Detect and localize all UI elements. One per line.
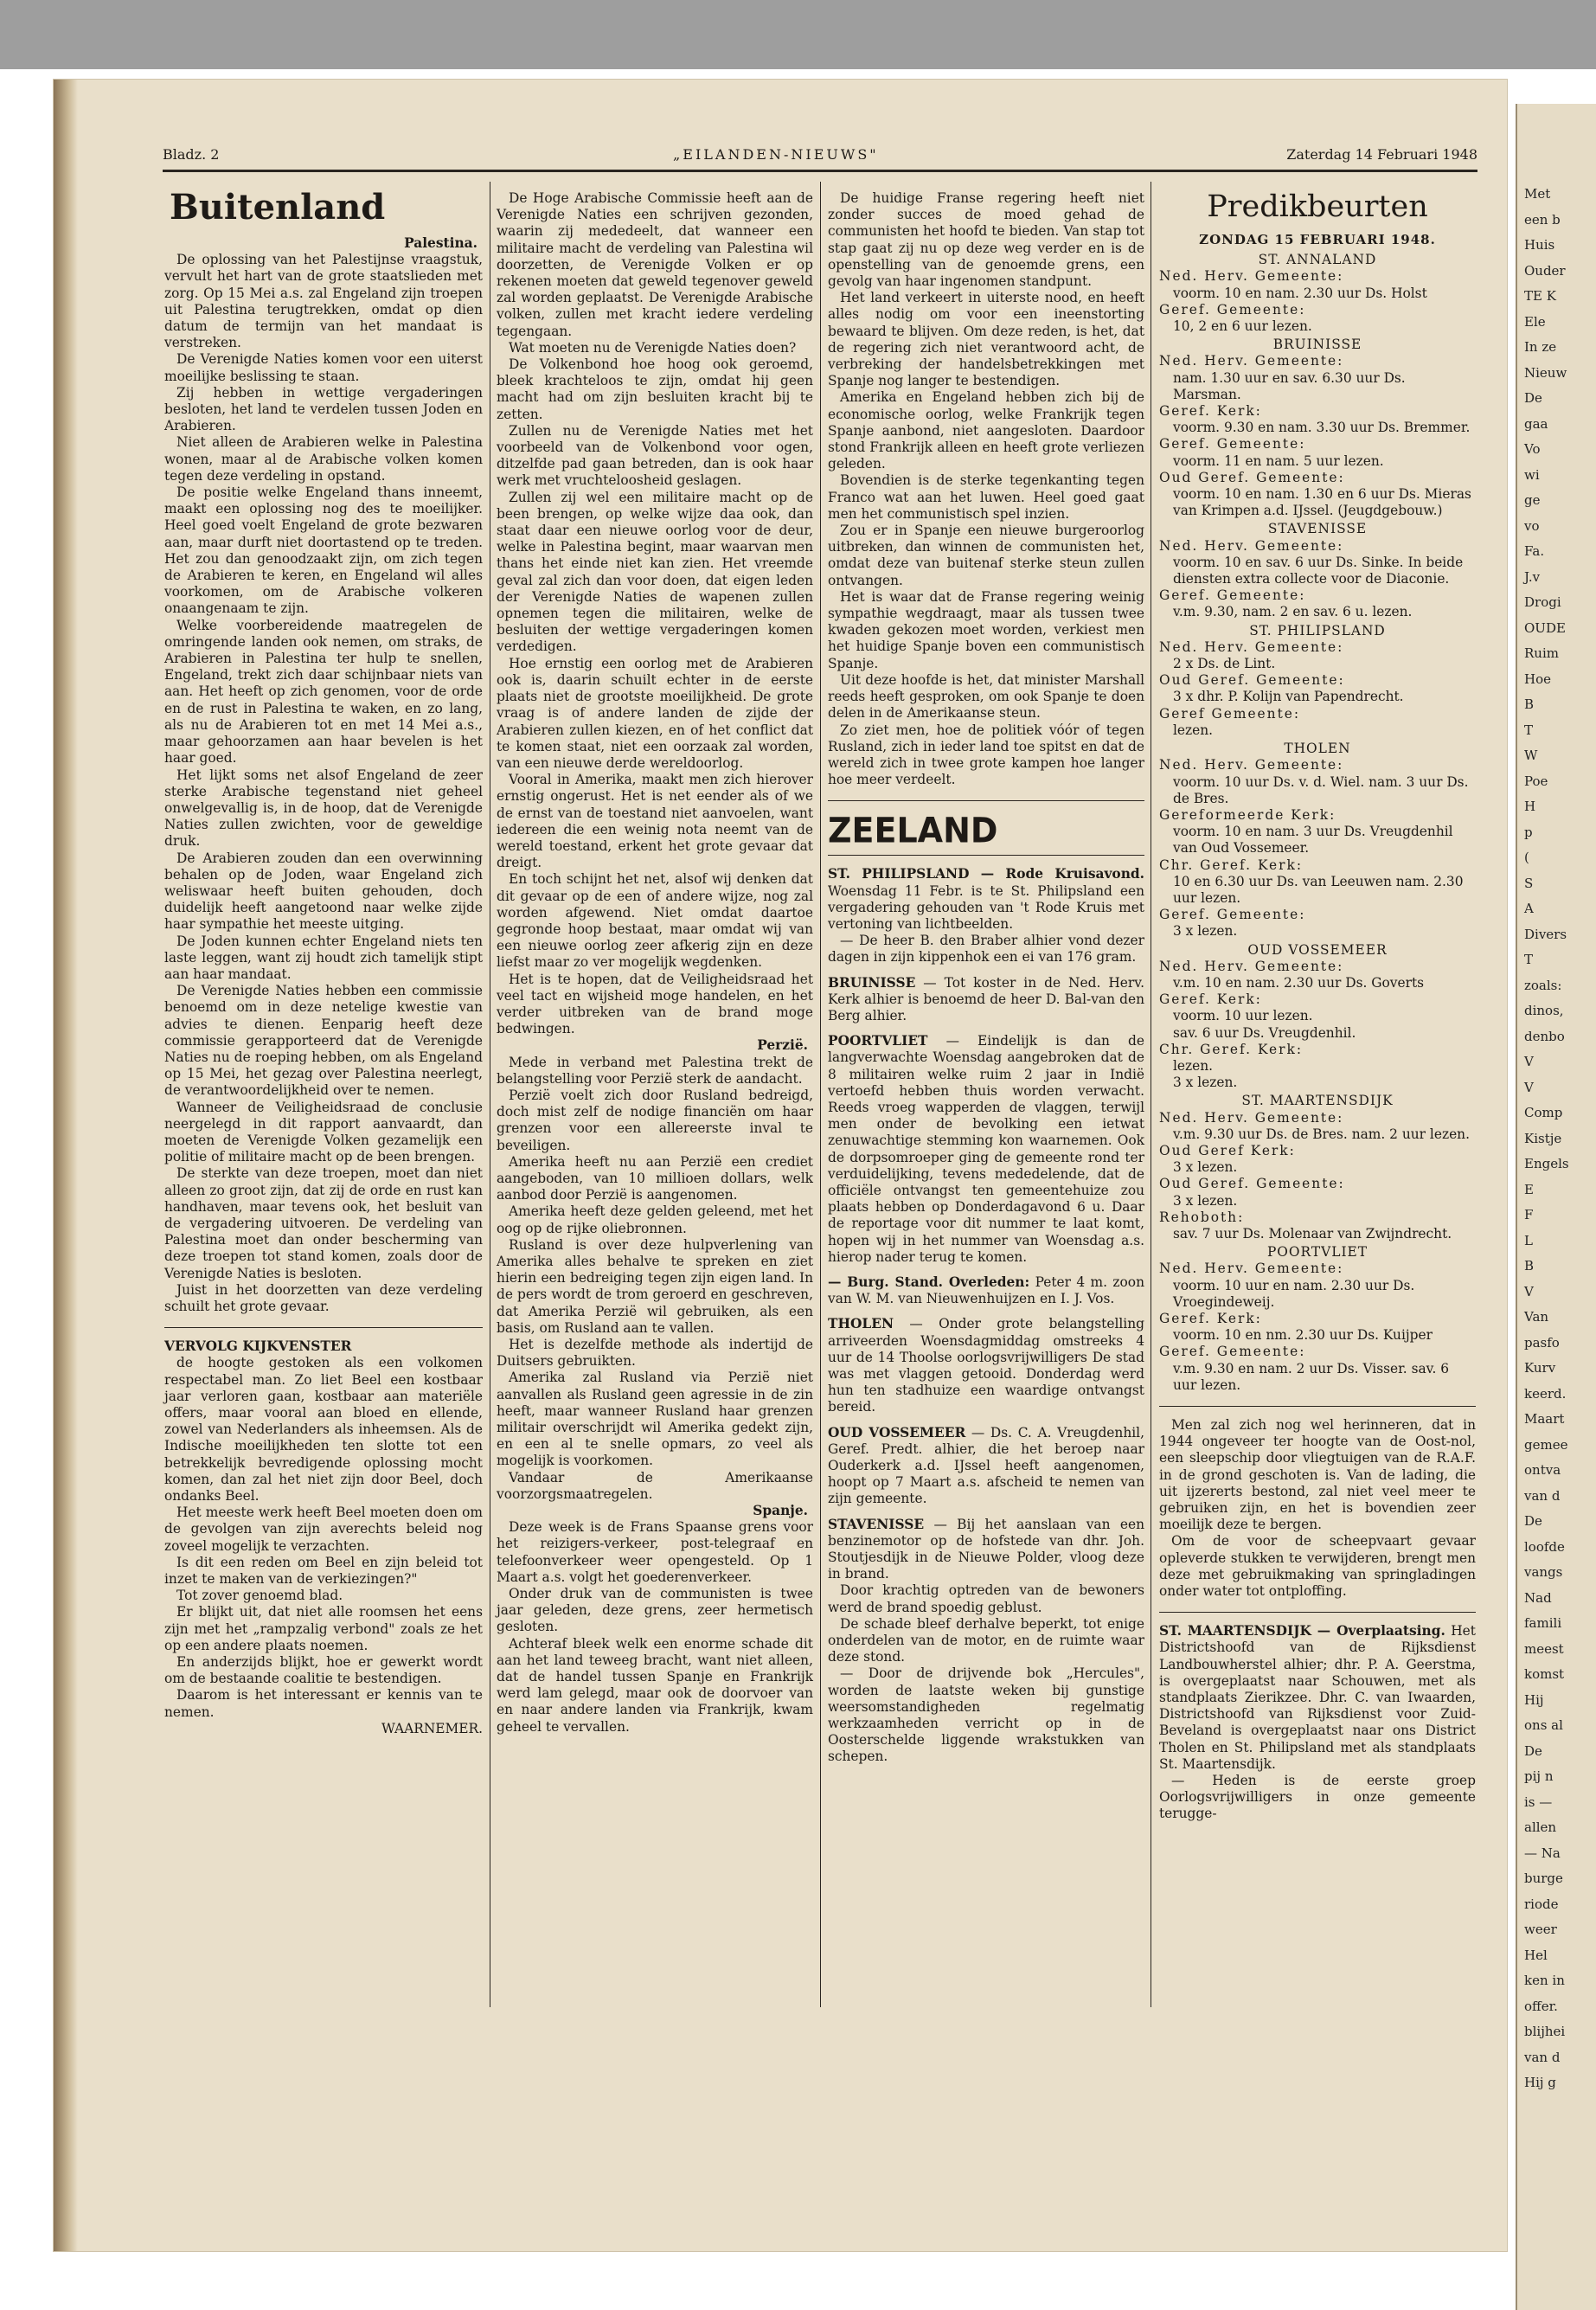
adjacent-text-fragment: Poe — [1524, 773, 1548, 789]
adjacent-text-fragment: zoals: — [1524, 977, 1562, 993]
adjacent-text-fragment: van d — [1524, 1487, 1561, 1504]
adjacent-text-fragment: ontva — [1524, 1462, 1561, 1478]
adjacent-text-fragment: is — — [1524, 1793, 1553, 1810]
adjacent-text-fragment: W — [1524, 748, 1538, 763]
news-dateline: POORTVLIET — [828, 1033, 928, 1049]
congregation-name: Ned. Herv. Gemeente: — [1159, 1109, 1344, 1126]
adjacent-text-fragment: Drogi — [1524, 594, 1561, 610]
congregation-name: Ned. Herv. Gemeente: — [1159, 638, 1344, 655]
paragraph: De sterkte van deze troepen, moet dan niet alleen zo groot zijn, dat zij de orde en rust kan handhaven, maar tevens ook, het besluit van de vergadering uitvoeren. De verdeling van Palestina moet dan onder bescherming van deze troepen tot stand komen, zoals door de Verenigde Naties is besloten. — [164, 1165, 483, 1281]
paragraph: Is dit een reden om Beel en zijn beleid tot inzet te maken van de verkiezingen?" — [164, 1554, 483, 1588]
paragraph: Mede in verband met Palestina trekt de belangstelling voor Perzië sterk de aandacht. — [497, 1054, 813, 1087]
church-services — [1159, 252, 1476, 1394]
adjacent-text-fragment: blijhei — [1524, 2024, 1566, 2039]
adjacent-text-fragment: V — [1524, 1283, 1534, 1299]
paragraph: Het land verkeert in uiterste nood, en heeft alles nodig om voor een ineenstorting bewaard te blijven. Om deze reden, is het, dat de regering zich niet verantwoord acht, de verbreking der handelsbetrekkingen met Spanje nog langer te bestendigen. — [828, 290, 1144, 389]
church-place: ST. MAARTENSDIJK — [1241, 1093, 1394, 1109]
service-date: ZONDAG 15 FEBRUARI 1948. — [1199, 232, 1436, 247]
service-times: voorm. 10 en nam. 1.30 en 6 uur Ds. Mieras van Krimpen a.d. IJssel. (Jeugdgebouw.) — [1173, 486, 1471, 519]
news-items — [828, 866, 1144, 1765]
adjacent-text-fragment: — Na — [1524, 1845, 1561, 1861]
paragraph: De Verenigde Naties hebben een commissie benoemd om in deze netelige kwestie van advies te dienen. Eenparig heeft deze commissie gerapporteerd dat de Verenigde Naties nu de roeping hebben, om als Engeland op 15 Mei, het gezag over Palestina neerlegt, de verantwoordelijkheid over te nemen. — [164, 983, 483, 1099]
paragraph: Wanneer de Veiligheidsraad de conclusie neergelegd in dit rapport aanvaardt, dan moeten de Verenigde Volken gezamelijk een politie of militaire macht op de been brengen. — [164, 1099, 483, 1165]
service-times: voorm. 10 uur lezen. — [1173, 1008, 1313, 1024]
service-times: lezen. — [1173, 1057, 1214, 1074]
section-rule — [164, 1327, 483, 1328]
church-place: BRUINISSE — [1272, 337, 1362, 353]
adjacent-text-fragment: Ruim — [1524, 645, 1559, 661]
column-2 — [497, 190, 813, 1736]
adjacent-text-fragment: gemee — [1524, 1436, 1568, 1453]
section-heading: Buitenland — [170, 187, 386, 228]
service-times: v.m. 9.30 uur Ds. de Bres. nam. 2 uur lezen. — [1173, 1126, 1470, 1142]
paragraph: Zullen nu de Verenigde Naties met het voorbeeld van de Volkenbond voor ogen, ditzelfde pad gaan betreden, dan is ook haar werk met vruchteloosheid geslagen. — [497, 422, 813, 489]
adjacent-text-fragment: vangs — [1524, 1564, 1563, 1580]
paragraph: Zij hebben in wettige vergaderingen besloten, het land te verdelen tussen Joden en Arabieren. — [164, 384, 483, 434]
adjacent-text-fragment: wi — [1524, 466, 1540, 483]
adjacent-text-fragment: B — [1524, 696, 1535, 712]
congregation-name: Geref. Kerk: — [1159, 991, 1262, 1008]
church-place: ST. ANNALAND — [1258, 252, 1377, 268]
paragraph: De huidige Franse regering heeft niet zonder succes de moed gehad de communisten het hoofd te bieden. Van stap tot stap gaat zij nu op deze weg verder en is de openstelling van de genoemde grens, een gevolg van haar ingenomen standpunt. — [828, 190, 1144, 290]
news-text: — Ds. C. A. Vreugdenhil, Geref. Predt. alhier, die het beroep naar Ouderkerk a.d. IJssel heeft aangenomen, hoopt op 7 Maart a.s. afscheid te nemen van zijn gemeente. — [828, 1424, 1144, 1507]
church-place: THOLEN — [1284, 741, 1351, 757]
service-times: voorm. 10 uur Ds. v. d. Wiel. nam. 3 uur Ds. de Bres. — [1173, 773, 1469, 806]
news-dateline: STAVENISSE — [828, 1516, 925, 1532]
adjacent-text-fragment: weer — [1524, 1922, 1557, 1937]
paragraph: Het is te hopen, dat de Veiligheidsraad het veel tact en wijsheid moge handelen, en het verder uitbreken van de brand moge bedwingen. — [497, 971, 813, 1037]
congregation-name: Geref Gemeente: — [1159, 705, 1301, 722]
adjacent-text-fragment: pij n — [1524, 1768, 1554, 1784]
adjacent-text-fragment: famili — [1524, 1615, 1562, 1631]
congregation-name: Geref. Gemeente: — [1159, 587, 1306, 604]
adjacent-text-fragment: A — [1524, 901, 1534, 916]
scan-border — [0, 0, 1596, 69]
adjacent-text-fragment: offer. — [1524, 1998, 1558, 2014]
adjacent-text-fragment: Hij g — [1524, 2075, 1556, 2090]
congregation-name: Geref. Gemeente: — [1159, 1344, 1306, 1360]
congregation-name: Geref. Kerk: — [1159, 403, 1262, 420]
service-times: 3 x dhr. P. Kolijn van Papendrecht. — [1173, 689, 1404, 705]
adjacent-text-fragment: denbo — [1524, 1028, 1565, 1044]
adjacent-text-fragment: meest — [1524, 1640, 1564, 1657]
adjacent-text-fragment: TE K — [1524, 288, 1556, 304]
paragraph: Amerika heeft deze gelden geleend, met het oog op de rijke oliebronnen. — [497, 1203, 813, 1236]
adjacent-text-fragment: E — [1524, 1181, 1534, 1197]
news-item — [828, 1517, 1144, 1583]
paragraph: Het is dezelfde methode als indertijd de Duitsers gebruikten. — [497, 1337, 813, 1370]
congregation-name: Geref. Gemeente: — [1159, 436, 1306, 452]
service-times: sav. 6 uur Ds. Vreugdenhil. — [1173, 1024, 1356, 1041]
adjacent-text-fragment: Hel — [1524, 1947, 1548, 1963]
paragraph: En anderzijds blijkt, hoe er gewerkt wordt om de bestaande coalitie te bestendigen. — [164, 1654, 483, 1687]
adjacent-text-fragment: een b — [1524, 211, 1561, 228]
news-item — [828, 1582, 1144, 1615]
adjacent-text-fragment: riode — [1524, 1896, 1559, 1912]
congregation-name: Geref. Kerk: — [1159, 1311, 1262, 1326]
adjacent-text-fragment: Van — [1524, 1309, 1549, 1325]
service-times: 3 x lezen. — [1173, 1192, 1238, 1209]
congregation-name: Gereformeerde Kerk: — [1159, 806, 1336, 823]
news-item — [828, 1316, 1144, 1415]
adjacent-text-fragment: vo — [1524, 517, 1540, 534]
paragraph: Men zal zich nog wel herinneren, dat in 1944 ongeveer ter hoogte van de Oost-nol, een sleepschip door vliegtuigen van de R.A.F. in de grond geschoten is. Van de lading, die uit ijzererts bestond, zal niet veel meer te gebruiken zijn, en het is bovendien zeer moeilijk deze te bergen. — [1159, 1417, 1476, 1533]
service-times: voorm. 11 en nam. 5 uur lezen. — [1173, 452, 1384, 469]
column-predikbeurten — [1159, 189, 1476, 1823]
service-times: lezen. — [1173, 722, 1214, 738]
paragraph: De Joden kunnen echter Engeland niets ten laste leggen, want zij houdt zich tamelijk stipt aan haar mandaat. — [164, 933, 483, 982]
adjacent-text-fragment: Hoe — [1524, 671, 1551, 687]
service-times: nam. 1.30 uur en sav. 6.30 uur Ds. Marsman. — [1173, 369, 1406, 402]
adjacent-text-fragment: Vo — [1524, 441, 1541, 457]
section-rule — [1159, 1406, 1476, 1407]
subheading: Spanje. — [753, 1503, 808, 1519]
paragraph: Het is waar dat de Franse regering weinig sympathie wegdraagt, maar als tussen twee kwaden gekozen moet worden, verkiest men het huidige Spanje boven een communistisch Spanje. — [828, 588, 1144, 671]
paragraph: De Hoge Arabische Commissie heeft aan de Verenigde Naties een schrijven gezonden, waarin zij mededeelt, dat wanneer een militaire macht de verdeling van Palestina wil doorzetten, de Verenigde Volken er op rekenen moeten dat geweld tegenover geweld zal worden geplaatst. De Verenigde Arabische volken, zullen met kracht iedere verdeling tegengaan. — [497, 190, 813, 339]
adjacent-text-fragment: dinos, — [1524, 1003, 1564, 1018]
news-item: ST. MAARTENSDIJK — Overplaatsing. Het Districtshoofd van de Rijksdienst Landbouwherstel alhier; dhr. P. A. Geerstma, is overgeplaatst naar Schouwen, met als standplaats Zierikzee. Dhr. C. van Iwaarden, Districtshoofd van Rijksdienst voor Zuid-Beveland is overgeplaatst naar ons District Tholen en St. Philipsland met als standplaats St. Maartensdijk. — [1159, 1623, 1476, 1772]
paragraph: Bovendien is de sterke tegenkanting tegen Franco wat aan het luwen. Heel goed gaat men het communistisch spel inzien. — [828, 472, 1144, 522]
section-heading: Predikbeurten — [1207, 189, 1428, 224]
news-dateline: ST. PHILIPSLAND — Rode Kruisavond. — [828, 866, 1144, 882]
congregation-name: Ned. Herv. Gemeente: — [1159, 353, 1344, 369]
column-3 — [828, 190, 1144, 1766]
paragraph: Het lijkt soms net alsof Engeland de zeer sterke Arabische tegenstand niet geheel onwelgevallig is, in de hoop, dat de Verenigde Naties zullen zwichten, voor de geweldige druk. — [164, 767, 483, 850]
adjacent-text-fragment: Ele — [1524, 313, 1546, 330]
adjacent-text-fragment: Nieuw — [1524, 364, 1567, 381]
adjacent-text-fragment: J.v — [1524, 568, 1541, 585]
adjacent-text-fragment: komst — [1524, 1666, 1565, 1682]
service-times: 3 x lezen. — [1173, 1159, 1238, 1176]
section-rule — [828, 855, 1144, 856]
adjacent-text-fragment: Ouder — [1524, 262, 1566, 279]
congregation-name: Chr. Geref. Kerk: — [1159, 857, 1303, 873]
paragraph: En toch schijnt het net, alsof wij denken dat dit gevaar op de een of andere wijze, nog zal worden afgewend. Niet omdat daartoe gegronde hoop bestaat, maar omdat wij van een nieuwe oorlog zeer afkerig zijn en deze liefst maar zo ver mogelijk wegdenken. — [497, 871, 813, 971]
congregation-name: Chr. Geref. Kerk: — [1159, 1041, 1303, 1057]
news-dateline: BRUINISSE — [828, 974, 916, 991]
news-text: Door krachtig optreden van de bewoners werd de brand spoedig geblust. — [828, 1582, 1144, 1615]
paragraph: De positie welke Engeland thans inneemt, maakt een oplossing nog des te moeilijker. Heel goed voelt Engeland de grote bezwaren aan, maar durft niet doortastend op te treden. Het zou dan genoodzaakt zijn, om zich tegen de Arabieren te keren, en Engeland wil alles voorkomen, om de Arabische volkeren onaangenaam te zijn. — [164, 484, 483, 617]
adjacent-text-fragment: Kurv — [1524, 1360, 1556, 1376]
congregation-name: Rehoboth: — [1159, 1209, 1245, 1225]
column-buitenland — [164, 185, 483, 1737]
congregation-name: Oud Geref Kerk: — [1159, 1142, 1296, 1158]
signature: WAARNEMER. — [381, 1720, 483, 1736]
paragraph: Juist in het doorzetten van deze verdeling schuilt het grote gevaar. — [164, 1281, 483, 1314]
paragraph: Het meeste werk heeft Beel moeten doen om de gevolgen van zijn averechts beleid nog zoveel mogelijk te verzachten. — [164, 1505, 483, 1554]
paragraph: Zou er in Spanje een nieuwe burgeroorlog uitbreken, dan winnen de communisten het, omdat deze van buitenaf sterke steun zullen ontvangen. — [828, 523, 1144, 588]
page-number: Bladz. 2 — [163, 146, 220, 163]
news-text: — Bij het aanslaan van een benzinemotor op de hofstede van dhr. Joh. Stoutjesdijk in de Nieuwe Polder, vloog deze in brand. — [828, 1516, 1144, 1582]
news-text: — Tot koster in de Ned. Herv. Kerk alhier is benoemd de heer D. Bal-van den Berg alhier. — [828, 974, 1144, 1023]
page-header — [163, 141, 1477, 165]
paragraph: Vandaar de Amerikaanse voorzorgsmaatregelen. — [497, 1469, 813, 1502]
section-rule — [1159, 1612, 1476, 1613]
paragraph: Vooral in Amerika, maakt men zich hierover ernstig ongerust. Het is net eender als of we de ernst van de toestand niet aanvoelen, want iedereen die een weinig nota neemt van de wereld toestand, erkent het grote gevaar dat dreigt. — [497, 772, 813, 871]
adjacent-text-fragment: Huis — [1524, 237, 1555, 253]
adjacent-text-fragment: L — [1524, 1232, 1533, 1248]
adjacent-text-fragment: V — [1524, 1079, 1534, 1095]
service-times: 3 x lezen. — [1173, 1075, 1238, 1091]
adjacent-text-fragment: De — [1524, 1742, 1542, 1759]
article-body — [497, 190, 813, 1037]
service-times: voorm. 10 en nam. 3 uur Ds. Vreugdenhil van Oud Vossemeer. — [1173, 824, 1453, 857]
adjacent-text-fragment: Fa. — [1524, 543, 1545, 559]
article-body — [1159, 1417, 1476, 1600]
paragraph: De oplossing van het Palestijnse vraagstuk, vervult het hart van de grote staatslieden met zorg. Op 15 Mei a.s. zal Engeland zijn troepen uit Palestina terugtrekken, omdat op dien datum de termijn van het mandaat is verstreken. — [164, 252, 483, 351]
column-divider — [820, 182, 821, 2007]
paragraph: Daarom is het interessant er kennis van te nemen. — [164, 1687, 483, 1720]
adjacent-text-fragment: Maart — [1524, 1411, 1565, 1427]
paragraph: Tot zover genoemd blad. — [176, 1588, 343, 1604]
article-body — [164, 1355, 483, 1720]
service-times: voorm. 9.30 en nam. 3.30 uur Ds. Bremmer. — [1173, 420, 1471, 436]
church-place: ST. PHILIPSLAND — [1249, 622, 1386, 638]
service-times: voorm. 10 en nm. 2.30 uur Ds. Kuijper — [1173, 1327, 1433, 1344]
adjacent-text-fragment: Hij — [1524, 1691, 1544, 1708]
paragraph: De Verenigde Naties komen voor een uiterst moeilijke beslissing te staan. — [164, 351, 483, 384]
service-times: 3 x lezen. — [1173, 923, 1238, 940]
paragraph: Zo ziet men, hoe de politiek vóór of tegen Rusland, zich in ieder land toe spitst en dat de wereld zich in twee grote kampen hoe langer hoe meer verdeelt. — [828, 722, 1144, 788]
paragraph: Amerika zal Rusland via Perzië niet aanvallen als Rusland geen agressie in de zin heeft, maar wanneer Rusland haar grenzen militair overschrijdt wil Amerika gedekt zijn, en een al te snelle opmars, zo veel als mogelijk is voorkomen. — [497, 1370, 813, 1469]
church-place: OUD VOSSEMEER — [1247, 941, 1388, 958]
congregation-name: Geref. Gemeente: — [1159, 301, 1306, 318]
adjacent-text-fragment: De — [1524, 390, 1542, 406]
news-text: Peter 4 m. zoon van W. M. van Nieuwenhuijzen en I. J. Vos. — [828, 1274, 1144, 1307]
service-times: v.m. 10 en nam. 2.30 uur Ds. Goverts — [1173, 974, 1425, 991]
adjacent-text-fragment: keerd. — [1524, 1385, 1567, 1402]
adjacent-text-fragment: OUDE — [1524, 619, 1566, 636]
adjacent-text-fragment: Kistje — [1524, 1130, 1562, 1146]
adjacent-text-fragment: B — [1524, 1258, 1535, 1274]
adjacent-text-fragment: ( — [1524, 850, 1529, 865]
service-times: voorm. 10 uur en nam. 2.30 uur Ds. Vroegindeweij. — [1173, 1277, 1415, 1310]
adjacent-text-fragment: T — [1524, 952, 1534, 967]
news-text: — Eindelijk is dan de langverwachte Woensdag aangebroken dat de 8 militairen welke ruim 2 jaar in Indië vertoefd hebben thuis worden verwacht. Reeds vroeg wapperden de vlaggen, terwijl men onder de bevolking een ietwat zenuwachtige stemming kon waarnemen. Ook de dorpsomroeper ging de gemeente rond ter verduidelijking, tevens mededelende, dat de officiële ontvangst ten gemeentehuize zou plaats hebben op Donderdagavond 6 u. Daar de reportage voor dit nummer te laat komt, hopen wij in het nummer van Woensdag a.s. hierop nader terug te komen. — [828, 1033, 1144, 1265]
article-body — [497, 1519, 813, 1736]
binding-spine — [54, 80, 78, 2251]
adjacent-text-fragment: Divers — [1524, 926, 1567, 942]
news-dateline: THOLEN — [828, 1316, 894, 1332]
congregation-name: Ned. Herv. Gemeente: — [1159, 757, 1344, 773]
service-times: 10, 2 en 6 uur lezen. — [1173, 318, 1312, 335]
header-rule — [163, 170, 1477, 172]
news-text: — Door de drijvende bok „Hercules", worden de laatste weken bij gunstige weersomstandigheden regelmatig werkzaamheden verricht op in de Oosterschelde liggende wrakstukken van schepen. — [828, 1665, 1144, 1765]
adjacent-text-fragment: ge — [1524, 492, 1541, 508]
paragraph: Om de voor de scheepvaart gevaar opleverde stukken te verwijderen, brengt men deze met gebruikmaking van springladingen onder water tot ontploffing. — [1159, 1533, 1476, 1600]
congregation-name: Geref. Gemeente: — [1159, 907, 1306, 923]
congregation-name: Ned. Herv. Gemeente: — [1159, 1261, 1344, 1277]
adjacent-text-fragment: In ze — [1524, 339, 1557, 355]
service-times: v.m. 9.30, nam. 2 en sav. 6 u. lezen. — [1173, 604, 1413, 620]
paragraph: Perzië voelt zich door Rusland bedreigd, doch mist zelf de nodige financiën om haar grenzen voor een allereerste inval te beveiligen. — [497, 1087, 813, 1153]
adjacent-text-fragment: Met — [1524, 186, 1551, 202]
adjacent-text-fragment: Comp — [1524, 1105, 1563, 1120]
paragraph: Wat moeten nu de Verenigde Naties doen? — [509, 339, 797, 356]
adjacent-text-fragment: Engels — [1524, 1156, 1569, 1171]
adjacent-text-fragment: S — [1524, 875, 1534, 891]
paragraph: de hoogte gestoken als een volkomen respectabel man. Zo liet Beel een kostbaar jaar verloren gaan, kostbaar aan materiële offers, maar vooral aan bloed en ellende, zowel van Nederlanders als inheemsen. Als de Indische moeilijkheden ten slotte tot een betrekkelijk bevredigende oplossing mocht komen, dan zal het niet zijn door Beel, doch ondanks Beel. — [164, 1355, 483, 1505]
news-item — [828, 1425, 1144, 1508]
paragraph: Onder druk van de communisten is twee jaar geleden, deze grens, zeer hermetisch gesloten. — [497, 1586, 813, 1635]
congregation-name: Oud Geref. Gemeente: — [1159, 1176, 1345, 1192]
congregation-name: Ned. Herv. Gemeente: — [1159, 537, 1344, 554]
adjacent-text-fragment: burge — [1524, 1870, 1563, 1886]
news-dateline: — Burg. Stand. Overleden: — [828, 1274, 1030, 1290]
news-item — [828, 866, 1144, 933]
section-rule — [828, 800, 1144, 801]
adjacent-text-fragment: pasfo — [1524, 1334, 1560, 1351]
service-times: sav. 7 uur Ds. Molenaar van Zwijndrecht. — [1173, 1225, 1452, 1242]
paragraph: Deze week is de Frans Spaanse grens voor het reizigers-verkeer, post-telegraaf en telefoonverkeer weer opengesteld. Op 1 Maart a.s. volgt het goederenverkeer. — [497, 1519, 813, 1585]
church-place: POORTVLIET — [1266, 1244, 1368, 1261]
paragraph: Amerika en Engeland hebben zich bij de economische oorlog, welke Frankrijk tegen Spanje aanbond, niet aangesloten. Daardoor stond Frankrijk alleen en heeft grote verliezen geleden. — [828, 389, 1144, 472]
paragraph: Welke voorbereidende maatregelen de omringende landen ook nemen, om straks, de Arabieren in Palestina ter hulp te snellen, Engeland, trekt zich daar schijnbaar niets van aan. Het heeft op zich genomen, voor de orde en de rust in Palestina te waken, en zo lang, als nu de Arabieren tot en met 14 Mei a.s., maar gehoorzamen aan haar bevelen is het haar goed. — [164, 617, 483, 767]
congregation-name: Oud Geref. Gemeente: — [1159, 672, 1345, 689]
adjacent-text-fragment: De — [1524, 1513, 1542, 1529]
news-item — [828, 975, 1144, 1025]
news-text: — De heer B. den Braber alhier vond dezer dagen in zijn kippenhok een ei van 176 gram. — [828, 933, 1144, 966]
service-times: voorm. 10 en sav. 6 uur Ds. Sinke. In beide diensten extra collecte voor de Diaconie. — [1173, 554, 1464, 587]
paragraph: Amerika heeft nu aan Perzië een crediet aangeboden, van 10 millioen dollars, welk aanbod door Perzië is aangenomen. — [497, 1153, 813, 1203]
church-place: STAVENISSE — [1267, 521, 1368, 537]
subheading: Perzië. — [757, 1037, 808, 1054]
subheading: Palestina. — [404, 235, 478, 251]
adjacent-text-fragment: gaa — [1524, 415, 1548, 432]
section-heading: ZEELAND — [828, 811, 998, 851]
adjacent-text-fragment: van d — [1524, 2049, 1561, 2065]
paragraph: De Volkenbond hoe hoog ook geroemd, bleek krachteloos te zijn, omdat hij geen macht had om zijn besluiten kracht bij te zetten. — [497, 356, 813, 422]
adjacent-text-fragment: F — [1524, 1207, 1534, 1222]
adjacent-text-fragment: ken in — [1524, 1973, 1565, 1988]
paragraph: Achteraf bleek welk een enorme schade dit aan het land teweeg bracht, want niet alleen, dat de handel tussen Spanje en Frankrijk werd lam gelegd, maar ook de doorvoer van en naar andere landen via Frankrijk, kwam geheel te vervallen. — [497, 1635, 813, 1735]
paragraph: Niet alleen de Arabieren welke in Palestina wonen, maar al de Arabische volken komen tegen deze verdeling in opstand. — [164, 434, 483, 484]
news-text: — Onder grote belangstelling arriveerden Woensdagmiddag omstreeks 4 uur de 14 Thoolse oorlogsvrijwilligers De stad was met vlaggen getooid. Donderdag werd hun ten stadhuize een waardige ontvangst bereid. — [828, 1316, 1144, 1415]
service-times: v.m. 9.30 en nam. 2 uur Ds. Visser. sav. 6 uur lezen. — [1173, 1360, 1450, 1393]
paragraph: Rusland is over deze hulpverlening van Amerika alles behalve te spreken en ziet hierin een bedreiging tegen zijn eigen land. In de pers wordt de trom geroerd en geschreven, dat Amerika Perzië wil gebruiken, als een basis, om Rusland aan te vallen. — [497, 1236, 813, 1336]
article-body — [828, 190, 1144, 788]
adjacent-text-fragment: ons al — [1524, 1717, 1563, 1733]
adjacent-page-edge — [1516, 104, 1596, 2310]
news-text: De schade bleef derhalve beperkt, tot enige onderdelen van de motor, en de ruimte waar deze stond. — [828, 1615, 1144, 1665]
service-times: 10 en 6.30 uur Ds. van Leeuwen nam. 2.30 uur lezen. — [1173, 873, 1464, 906]
adjacent-text-fragment: allen — [1524, 1819, 1557, 1835]
service-times: voorm. 10 en nam. 2.30 uur Ds. Holst — [1173, 285, 1427, 301]
news-item — [828, 1033, 1144, 1266]
paragraph: Zullen zij wel een militaire macht op de been brengen, op welke wijze daa ook, dan staat daar een nieuwe oorlog voor de deur, welke in Palestina begint, maar waarvan men thans het einde niet kan zien. Het vreemde geval zal zich dan voor doen, dat eigen leden der Verenigde Naties de wapenen zullen opnemen tegen die militairen, welke de besluiten der wettige vergaderingen komen verdedigen. — [497, 489, 813, 655]
adjacent-text-fragment: loofde — [1524, 1538, 1565, 1555]
congregation-name: Ned. Herv. Gemeente: — [1159, 268, 1344, 285]
news-item — [828, 1616, 1144, 1666]
news-item — [828, 1665, 1144, 1765]
service-times: 2 x Ds. de Lint. — [1173, 656, 1276, 672]
adjacent-text-fragment: H — [1524, 799, 1536, 814]
masthead: „EILANDEN-NIEUWS" — [673, 146, 879, 163]
paragraph: Hoe ernstig een oorlog met de Arabieren ook is, daarin schuilt echter in de eerste plaats niet de grootste moeilijkheid. De grote vraag is of andere landen de zijde der Arabieren zullen kiezen, en of het conflict dat te komen staat, niet een oorzaak zal worden, van een nieuwe derde wereldoorlog. — [497, 655, 813, 771]
article-title: VERVOLG KIJKVENSTER — [164, 1338, 352, 1355]
news-dateline: OUD VOSSEMEER — [828, 1424, 966, 1441]
issue-date: Zaterdag 14 Februari 1948 — [1286, 146, 1477, 163]
article-body — [164, 252, 483, 1315]
adjacent-text-fragment: T — [1524, 722, 1534, 738]
congregation-name: Ned. Herv. Gemeente: — [1159, 958, 1344, 974]
paragraph: De Arabieren zouden dan een overwinning behalen op de Joden, waar Engeland zich weliswaar heeft buiten gehouden, doch duidelijk heeft aangetoond naar welke zijde haar sympathie het meeste uitging. — [164, 850, 483, 933]
news-item: — Heden is de eerste groep Oorlogsvrijwilligers in onze gemeente terugge- — [1159, 1773, 1476, 1822]
news-item — [828, 933, 1144, 966]
adjacent-text-fragment: V — [1524, 1054, 1534, 1069]
congregation-name: Oud Geref. Gemeente: — [1159, 469, 1345, 485]
news-text: Woensdag 11 Febr. is te St. Philipsland een vergadering gehouden van 't Rode Kruis met vertoning van lichtbeelden. — [828, 882, 1144, 932]
adjacent-text-fragment: p — [1524, 824, 1533, 840]
article-body — [497, 1055, 813, 1503]
paragraph: Er blijkt uit, dat niet alle roomsen het eens zijn met het „rampzalig verbond" zoals ze het op een andere plaats noemen. — [164, 1604, 483, 1653]
adjacent-text-fragment: Nad — [1524, 1589, 1552, 1606]
paragraph: Uit deze hoofde is het, dat minister Marshall reeds heeft gesproken, om ook Spanje te doen delen in de Amerikaanse steun. — [828, 671, 1144, 722]
news-item — [828, 1274, 1144, 1307]
